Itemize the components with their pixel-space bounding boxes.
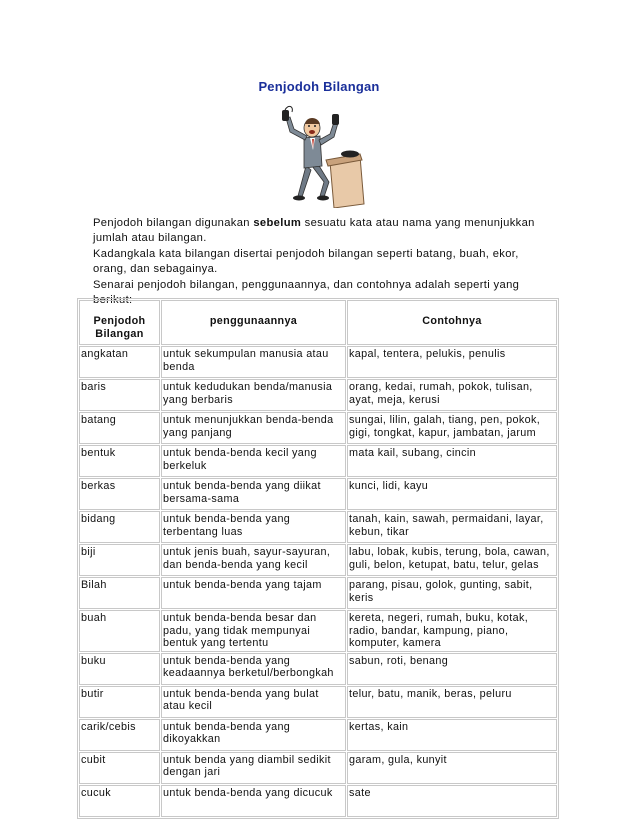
- cell-penggunaan: untuk benda-benda yang bulat atau kecil: [161, 686, 346, 718]
- cell-contoh: tanah, kain, sawah, permaidani, layar, kebun, tikar: [347, 511, 557, 543]
- intro-text: [93, 216, 553, 308]
- table-row: [79, 653, 557, 685]
- cell-penjodoh: bidang: [79, 511, 160, 543]
- table-row: [79, 346, 557, 378]
- cell-contoh: sabun, roti, benang: [347, 653, 557, 685]
- cell-contoh: telur, batu, manik, beras, peluru: [347, 686, 557, 718]
- intro-paragraph-2: Kadangkala kata bilangan disertai penjodoh bilangan seperti batang, buah, ekor, orang, dan sebagainya.: [93, 247, 519, 276]
- cell-penjodoh: cubit: [79, 752, 160, 784]
- table-row: [79, 544, 557, 576]
- cell-penggunaan: untuk benda-benda yang keadaannya berketul/berbongkah: [161, 653, 346, 685]
- cell-penggunaan: untuk menunjukkan benda-benda yang panjang: [161, 412, 346, 444]
- table-row: [79, 719, 557, 751]
- businessman-on-phone-illustration: [268, 104, 368, 208]
- cell-penggunaan: untuk jenis buah, sayur-sayuran, dan benda-benda yang kecil: [161, 544, 346, 576]
- cell-penggunaan: untuk benda yang diambil sedikit dengan jari: [161, 752, 346, 784]
- cell-contoh: kapal, tentera, pelukis, penulis: [347, 346, 557, 378]
- header-penjodoh-bilangan: Penjodoh Bilangan: [79, 300, 160, 345]
- cell-penjodoh: Bilah: [79, 577, 160, 609]
- cell-penjodoh: butir: [79, 686, 160, 718]
- header-penggunaannya: penggunaannya: [161, 300, 346, 345]
- table-row: [79, 379, 557, 411]
- table-row: [79, 785, 557, 817]
- cell-penjodoh: buah: [79, 610, 160, 652]
- table-row: [79, 511, 557, 543]
- cell-contoh: parang, pisau, golok, gunting, sabit, keris: [347, 577, 557, 609]
- cell-penjodoh: angkatan: [79, 346, 160, 378]
- cell-penjodoh: batang: [79, 412, 160, 444]
- penjodoh-table-container: [77, 298, 559, 819]
- cell-penggunaan: untuk benda-benda yang tajam: [161, 577, 346, 609]
- penjodoh-table: [77, 298, 559, 819]
- cell-contoh: labu, lobak, kubis, terung, bola, cawan, guli, belon, ketupat, batu, telur, gelas: [347, 544, 557, 576]
- table-row: [79, 412, 557, 444]
- table-row: [79, 610, 557, 652]
- cell-penjodoh: baris: [79, 379, 160, 411]
- table-row: [79, 445, 557, 477]
- cell-penggunaan: untuk sekumpulan manusia atau benda: [161, 346, 346, 378]
- cell-contoh: mata kail, subang, cincin: [347, 445, 557, 477]
- cell-penggunaan: untuk benda-benda kecil yang berkeluk: [161, 445, 346, 477]
- cell-penjodoh: berkas: [79, 478, 160, 510]
- cell-penjodoh: biji: [79, 544, 160, 576]
- table-row: [79, 686, 557, 718]
- page-title: Penjodoh Bilangan: [258, 79, 380, 94]
- cell-penggunaan: untuk benda-benda yang diikat bersama-sama: [161, 478, 346, 510]
- intro-paragraph-3: Senarai penjodoh bilangan, penggunaannya, dan contohnya adalah seperti yang berikut:: [93, 278, 520, 307]
- cell-contoh: kertas, kain: [347, 719, 557, 751]
- cell-penjodoh: bentuk: [79, 445, 160, 477]
- table-row: [79, 752, 557, 784]
- cell-contoh: garam, gula, kunyit: [347, 752, 557, 784]
- cell-contoh: kereta, negeri, rumah, buku, kotak, radio, bandar, kampung, piano, komputer, kamera: [347, 610, 557, 652]
- table-row: [79, 577, 557, 609]
- table-row: [79, 478, 557, 510]
- cell-contoh: sate: [347, 785, 557, 817]
- cell-penjodoh: carik/cebis: [79, 719, 160, 751]
- cell-contoh: kunci, lidi, kayu: [347, 478, 557, 510]
- cell-penggunaan: untuk benda-benda yang dicucuk: [161, 785, 346, 817]
- cell-contoh: orang, kedai, rumah, pokok, tulisan, ayat, meja, kerusi: [347, 379, 557, 411]
- cell-penggunaan: untuk benda-benda besar dan padu, yang tidak mempunyai bentuk yang tertentu: [161, 610, 346, 652]
- header-contohnya: Contohnya: [347, 300, 557, 345]
- table-header-row: [79, 300, 557, 345]
- intro-paragraph-1: Penjodoh bilangan digunakan sebelum sesuatu kata atau nama yang menunjukkan jumlah atau bilangan.: [93, 217, 535, 245]
- cell-penggunaan: untuk kedudukan benda/manusia yang berbaris: [161, 379, 346, 411]
- cell-contoh: sungai, lilin, galah, tiang, pen, pokok, gigi, tongkat, kapur, jambatan, jarum: [347, 412, 557, 444]
- cell-penjodoh: buku: [79, 653, 160, 685]
- cell-penggunaan: untuk benda-benda yang terbentang luas: [161, 511, 346, 543]
- cell-penjodoh: cucuk: [79, 785, 160, 817]
- cell-penggunaan: untuk benda-benda yang dikoyakkan: [161, 719, 346, 751]
